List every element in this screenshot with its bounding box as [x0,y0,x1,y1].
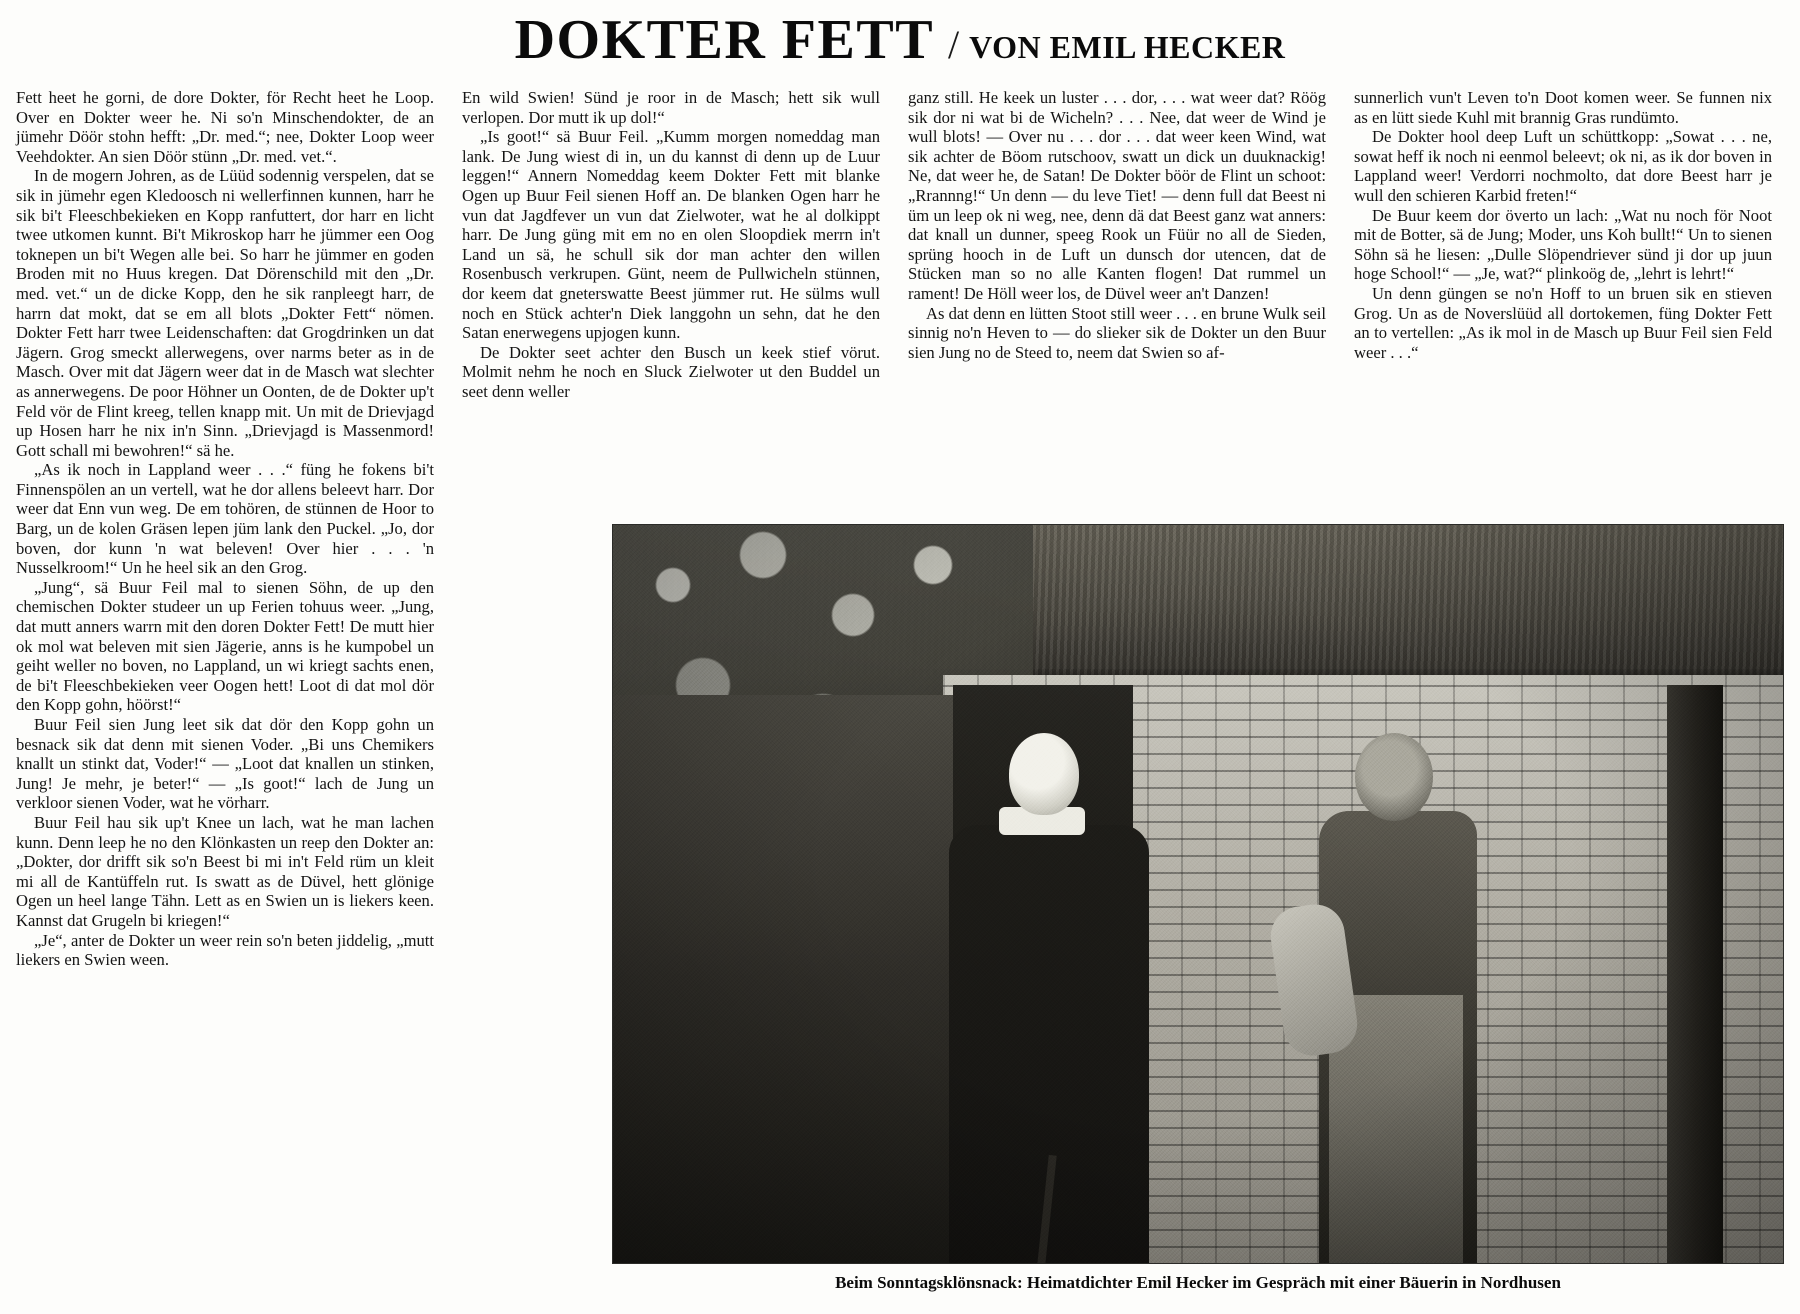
paragraph: De Dokter hool deep Luft un schüttkopp: „Sowat . . . ne, sowat heff ik noch ni eenmol beleevt; ok ni, as ik dor boven in Lappland weer! Verdorri nochmolto, dat dore Beest harr je wull den schieren Karbid freten!“ [1354,127,1772,205]
paragraph: „Jung“, sä Buur Feil mal to sienen Söhn, de up den chemischen Dokter studeer un up Ferien tohuus weer. „Jung, dat mutt anners warrn mit den doren Dokter Fett! De mutt hier ok mol wat beleven mit sien Jägerie, anns is he kumpobel un geiht weller no boven, no Lappland, un wi kriegt sachts enen, de bi't Fleeschbekieken veer Oogen hett! Loot di dat mol dör den Kopp gohn, höörst!“ [16,577,434,715]
text-column-4 [1354,88,1772,408]
text-column-3 [908,88,1326,408]
masthead-slash: / [948,22,960,67]
text-column-2 [462,88,880,402]
paragraph: „Is goot!“ sä Buur Feil. „Kumm morgen nomeddag man lank. De Jung wiest di in, un du kannst di denn up de Luur leggen!“ Annern Nomeddag keem Dokter Fett mit blanke Ogen up Buur Feil sienen Hoff an. De blanken Ogen harr he vun dat Jagdfever un vun dat Zielwoter, wat he al dolkippt harr. De Jung güng mit em no en olen Sloopdiek merrn in't Land un sä, he schull sik dor man achter den willen Rosenbusch verkrupen. Günt, neem de Pullwicheln stünnen, dor keem dat gneterswatte Beest jümmer rut. He sülms wull noch en Stück achter'n Diek langgohn un sehn, dat he den Satan enerwegens upjogen kunn. [462,127,880,343]
paragraph: De Dokter seet achter den Busch un keek stief vörut. Molmit nehm he noch en Sluck Zielwoter ut den Buddel un seet denn weller [462,342,880,401]
text-column-1 [16,88,434,970]
paragraph: sunnerlich vun't Leven to'n Doot komen weer. Se funnen nix as en lütt siede Kuhl mit brannig Gras rundümto. [1354,88,1772,127]
paragraph: In de mogern Johren, as de Lüüd sodennig verspelen, dat se sik in jümehr egen Kledoosch ni wellerfinnen kunnen, harr he sik bi't Fleeschbekieken en Kopp ranfuttert, dor harr en licht twee utkomen kunnt. Bi't Mikroskop harr he jümmer een Oog toknepen un bi't Wegen alle bei. So harr he jümmer en goden Broden mit no Huus kregen. Dat Dörenschild mit den „Dr. med. vet.“ un de dicke Kopp, den he sik ranpleegt harr, de harrn dat mokt, dat se em all blots „Dokter Fett“ nömen. Dokter Fett harr twee Leidenschaften: dat Grogdrinken un dat Jägern. Grog smeckt allerwegens, over narms beter as in de Masch. Over mit dat Jägern weer dat in de Masch wat slechter as annerwegens. De poor Höhner un Oonten, de de Dokter up't Feld vör de Flint kreeg, tellen knapp mit. Un mit de Drievjagd up Hosen harr he nix in'n Sinn. „Drievjagd is Massenmord! Gott schall mi bewohren!“ sä he. [16,166,434,460]
paragraph: Buur Feil sien Jung leet sik dat dör den Kopp gohn un besnack sik dat denn mit sienen Voder. „Bi uns Chemikers knallt un stinkt dat, Voder!“ — „Loot dat knallen un stinken, Jung! Je mehr, je beter!“ — „Is goot!“ lach de Jung un verkloor sienen Voder, wat he vörharr. [16,715,434,813]
paragraph: As dat denn en lütten Stoot still weer . . . en brune Wulk seil sinnig no'n Heven to — do slieker sik de Dokter un den Buur sien Jung no de Steed to, neem dat Swien so af- [908,303,1326,362]
paragraph: ganz still. He keek un luster . . . dor, . . . wat weer dat? Röög sik dor ni wat bi de Wicheln? . . . Nee, dat weer de Wind je wull blots! — Over nu . . . dor . . . dat weer keen Wind, wat sik achter de Böom rutschoov, swatt un dick un duuknackig! Ne, dat weer he, de Satan! De Dokter böör de Flint un schoot: „Rrannng!“ Un denn — du leve Tiet! — denn full dat Beest ni üm un leep ok ni weg, nee, denn dä dat Beest ganz wat anners: dat knall un dunner, speeg Rook un Füür no all de Sieden, sprüng hooch in de Luft un dunsch dor utencen, dat de Stücken man so no alle Kanten flogen! Dat rummel un rament! De Höll weer los, de Düvel weer an't Danzen! [908,88,1326,303]
paragraph: De Buur keem dor överto un lach: „Wat nu noch för Noot mit de Botter, sä de Jung; Moder, uns Koh bullt!“ Un to sienen Söhn sä he liesen: „Dulle Slöpendriever sünd ji dor up juun hoge School!“ — „Je, wat?“ plinkoög de, „lehrt is lehrt!“ [1354,205,1772,284]
paragraph: Buur Feil hau sik up't Knee un lach, wat he man lachen kunn. Denn leep he no den Klönkasten un reep den Dokter an: „Dokter, dor drifft sik so'n Beest bi mi in't Feld rüm un kleit mi all de Kantüffeln rut. Is swatt as de Düvel, hett glönige Ogen un heel lange Tähn. Lett as en Swien un is liekers keen. Kannst dat Grugeln bi kriegen!“ [16,812,434,930]
photo-woman-head [1355,733,1433,821]
paragraph: En wild Swien! Sünd je roor in de Masch; hett sik wull verlopen. Dor mutt ik up dol!“ [462,88,880,127]
paragraph: Un denn güngen se no'n Hoff to un bruen sik en stieven Grog. Un as de Noverslüüd all dortokemen, füng Dokter Fett an to vertellen: „As ik mol in de Masch up Buur Feil sien Feld weer . . .“ [1354,283,1772,362]
photo-caption: Beim Sonntagsklönsnack: Heimatdichter Emil Hecker im Gespräch mit einer Bäuerin in Nordhusen [835,1273,1561,1292]
photo-man-head [1009,733,1079,815]
photo-post-region [1667,685,1723,1264]
article-photo [612,524,1784,1264]
paragraph: „As ik noch in Lappland weer . . .“ füng he fokens bi't Finnenspölen an un vertell, wat he dor allens beleevt harr. Dor weer dat Enn vun weg. De em tohören, de stünnen de Hoor to Barg, un de kolen Gräsen lepen jüm lank den Puckel. „Jo, dor boven, dor kunn 'n wat beleven! Over hier . . . 'n Nusselkroom!“ Un he heel sik an den Grog. [16,460,434,578]
photo-shed-region [613,695,953,1264]
article-photo-block [612,524,1784,1306]
article-masthead [0,8,1800,72]
paragraph: „Je“, anter de Dokter un weer rein so'n beten jiddelig, „mutt liekers en Swien ween. [16,930,434,970]
page-title: DOKTER FETT [514,9,935,71]
article-byline: VON EMIL HECKER [969,29,1286,65]
paragraph: Fett heet he gorni, de dore Dokter, för Recht heet he Loop. Over en Dokter weer he. Ni so'n Minschendokter, de an jümehr Döör stohn hefft: „Dr. med.“; nee, Dokter Loop weer Veehdokter. An sien Döör stünn „Dr. med. vet.“. [16,88,434,166]
